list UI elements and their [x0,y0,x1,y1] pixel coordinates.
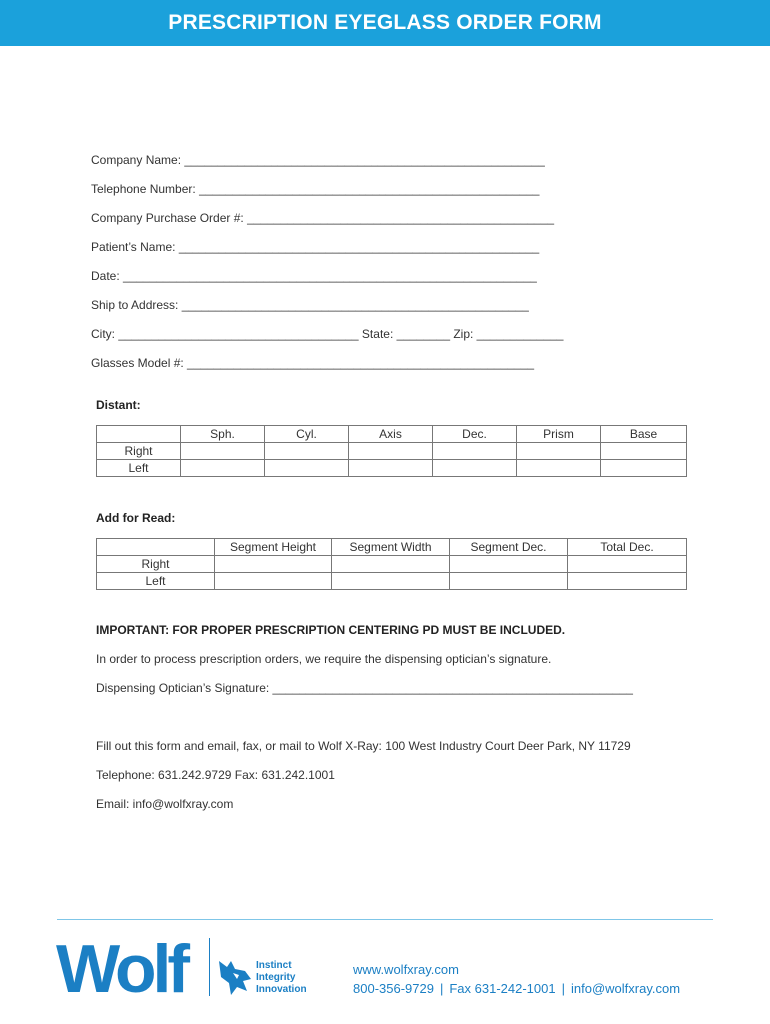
table-row [97,573,687,590]
city-state-zip-field[interactable]: City: ____________________________________ State: ________ Zip: _____________ [91,327,564,341]
glasses-model-field[interactable]: Glasses Model #: ____________________________________________________ [91,356,535,370]
table-header-cell: Sph. [181,426,265,443]
table-header-cell: Total Dec. [568,539,687,556]
table-header-cell: Segment Dec. [450,539,568,556]
table-cell[interactable] [332,573,450,590]
row-label: Right [97,556,215,573]
table-cell[interactable] [568,573,687,590]
table-cell[interactable] [450,573,568,590]
footer-phone: 800-356-9729 [353,981,434,996]
table-row [97,443,687,460]
website-link[interactable]: www.wolfxray.com [353,962,459,977]
table-cell[interactable] [349,460,433,477]
table-header-cell: Base [601,426,687,443]
table-cell[interactable] [601,460,687,477]
footer-fax: Fax 631-242-1001 [449,981,556,996]
signature-note: In order to process prescription orders, we require the dispensing optician’s signature. [96,652,552,666]
table-cell[interactable] [601,443,687,460]
distant-table [96,425,687,477]
table-header-cell: Axis [349,426,433,443]
table-cell[interactable] [215,556,332,573]
signature-field[interactable]: Dispensing Optician’s Signature: ______________________________________________________ [96,681,633,695]
row-label: Right [97,443,181,460]
date-field[interactable]: Date: ______________________________________________________________ [91,269,537,283]
table-header-cell: Dec. [433,426,517,443]
header-bar [0,0,770,46]
table-header-cell: Segment Height [215,539,332,556]
table-header-cell: Prism [517,426,601,443]
tagline [256,960,307,996]
distant-label: Distant: [96,398,141,412]
tagline-integrity: Integrity [256,972,296,983]
svg-text:Wolf: Wolf [56,931,187,1000]
table-header-cell: Segment Width [332,539,450,556]
table-cell[interactable] [349,443,433,460]
table-header-row [97,539,687,556]
table-cell[interactable] [517,460,601,477]
table-cell[interactable] [332,556,450,573]
table-cell[interactable] [265,443,349,460]
add-for-read-label: Add for Read: [96,511,176,525]
company-name-field[interactable]: Company Name: ______________________________________________________ [91,153,545,167]
table-row [97,556,687,573]
table-header-cell: Cyl. [265,426,349,443]
wolf-head-icon [217,957,253,997]
tagline-instinct: Instinct [256,960,292,971]
table-cell[interactable] [181,443,265,460]
phone-fax-line: Telephone: 631.242.9729 Fax: 631.242.1001 [96,768,335,782]
table-cell[interactable] [450,556,568,573]
add-for-read-table [96,538,687,590]
table-row [97,460,687,477]
tagline-innovation: Innovation [256,984,307,995]
logo-divider [209,938,210,996]
page-title: PRESCRIPTION EYEGLASS ORDER FORM [168,11,602,34]
row-label: Left [97,573,215,590]
wolf-logo [56,930,196,1000]
footer-email-link[interactable]: info@wolfxray.com [571,981,681,996]
ship-to-field[interactable]: Ship to Address: ____________________________________________________ [91,298,529,312]
table-header-row [97,426,687,443]
row-label: Left [97,460,181,477]
table-cell[interactable] [181,460,265,477]
table-cell[interactable] [433,460,517,477]
table-cell[interactable] [215,573,332,590]
mail-instructions: Fill out this form and email, fax, or mail to Wolf X-Ray: 100 West Industry Court Deer Park, NY 11729 [96,739,631,753]
telephone-field[interactable]: Telephone Number: ___________________________________________________ [91,182,540,196]
patient-name-field[interactable]: Patient’s Name: ______________________________________________________ [91,240,540,254]
table-cell[interactable] [265,460,349,477]
footer-divider [57,919,713,920]
table-cell[interactable] [433,443,517,460]
purchase-order-field[interactable]: Company Purchase Order #: ______________________________________________ [91,211,555,225]
table-header-cell [97,426,181,443]
important-notice: IMPORTANT: FOR PROPER PRESCRIPTION CENTERING PD MUST BE INCLUDED. [96,623,566,637]
contact-line: 800-356-9729 | Fax 631-242-1001 | info@wolfxray.com [353,981,681,996]
table-header-cell [97,539,215,556]
email-line: Email: info@wolfxray.com [96,797,234,811]
table-cell[interactable] [517,443,601,460]
table-cell[interactable] [568,556,687,573]
